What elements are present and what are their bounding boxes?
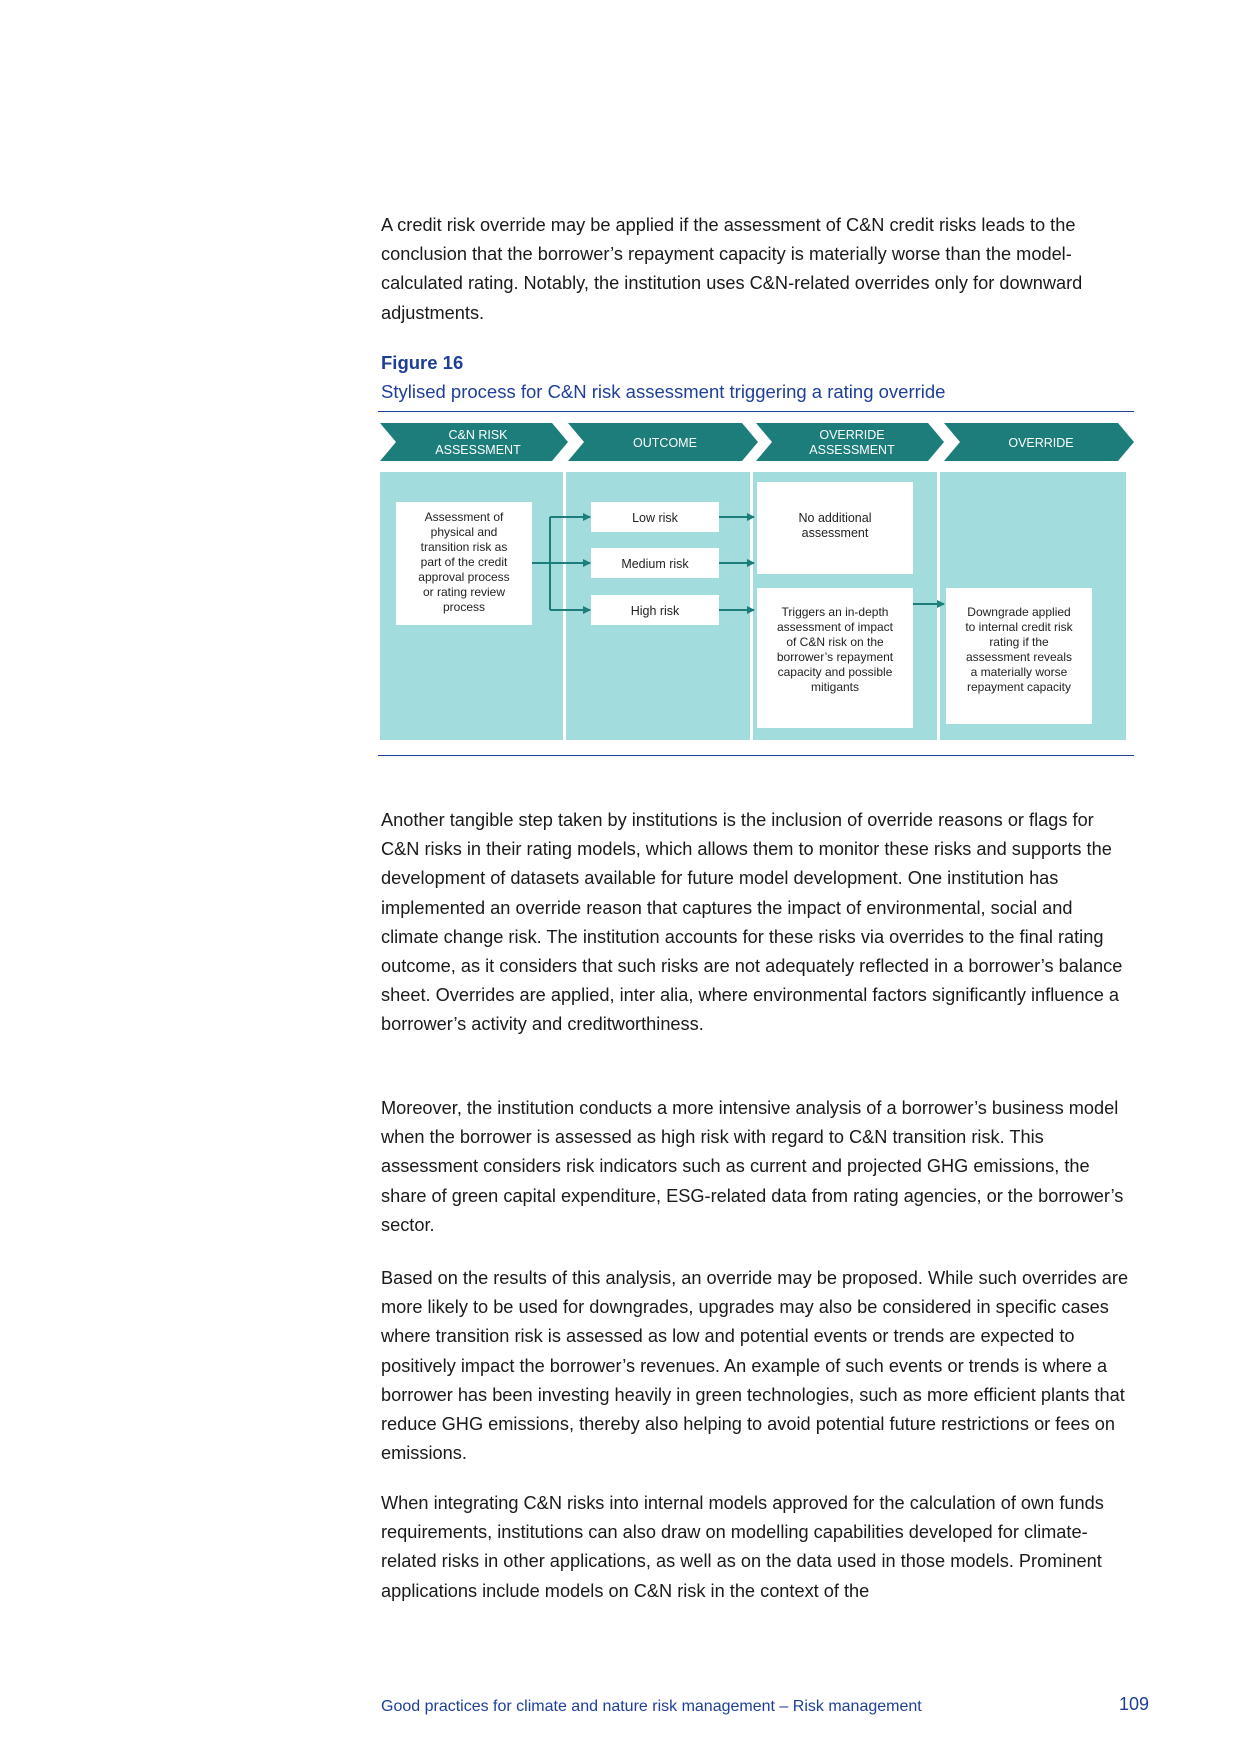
paragraph-override-proposed: Based on the results of this analysis, an override may be proposed. While such overrides are more likely to be used for downgrades, upgrades may also be considered in specific cases where transition risk is assessed as low and potential events or trends are expected to positively impact the borrower’s revenues. An example of such events or trends is where a borrower has been investing heavily in green technologies, such as more efficient plants that reduce GHG emissions, thereby also helping to avoid potential future restrictions or fees on emissions. <box>381 1268 1129 1464</box>
header-3-line1: OVERRIDE <box>819 428 885 442</box>
assessment-line-4: part of the credit <box>420 555 508 569</box>
assessment-line-7: process <box>442 600 486 614</box>
outcome-medium-label: Medium risk <box>621 557 689 571</box>
header-1-line2: ASSESSMENT <box>435 443 521 457</box>
page-number: 109 <box>1118 1694 1149 1714</box>
figure-bottom-rule <box>378 755 1134 756</box>
triggers-line-6: mitigants <box>810 680 860 694</box>
paragraph-override-reasons: Another tangible step taken by institutions is the inclusion of override reasons or flags for C&N risks in their rating models, which allows them to monitor these risks and supports the development of datasets available for future model development. One institution has implemented an override reason that captures the impact of environmental, social and climate change risk. The institution accounts for these risks via overrides to the final rating outcome, as it considers that such risks are not adequately reflected in a borrower’s balance sheet. Overrides are applied, inter alia, where environmental factors significantly influence a borrower’s activity and creditworthiness. <box>381 810 1123 1035</box>
header-1-line1: C&N RISK <box>448 428 508 442</box>
no-additional-line-1: No additional <box>798 511 872 525</box>
triggers-line-1: Triggers an in-depth <box>781 605 889 619</box>
assessment-line-3: transition risk as <box>420 540 508 554</box>
triggers-line-5: capacity and possible <box>777 665 893 679</box>
footer-title: Good practices for climate and nature risk management – Risk management <box>381 1698 922 1715</box>
assessment-line-5: approval process <box>418 570 510 584</box>
outcome-low-label: Low risk <box>632 511 678 525</box>
header-3-line2: ASSESSMENT <box>809 443 895 457</box>
downgrade-line-3: rating if the <box>989 635 1049 649</box>
process-diagram <box>378 420 1138 750</box>
paragraph-intensive-analysis: Moreover, the institution conducts a more intensive analysis of a borrower’s business model when the borrower is assessed as high risk with regard to C&N transition risk. This assessment considers risk indicators such as current and projected GHG emissions, the share of green capital expenditure, ESG-related data from rating agencies, or the borrower’s sector. <box>381 1098 1124 1235</box>
assessment-line-6: or rating review <box>422 585 506 599</box>
triggers-line-3: of C&N risk on the <box>786 635 884 649</box>
assessment-line-2: physical and <box>430 525 498 539</box>
outcome-high-label: High risk <box>630 604 680 618</box>
figure-top-rule <box>378 411 1134 412</box>
figure-label: Figure 16 <box>381 352 464 373</box>
downgrade-line-5: a materially worse <box>970 665 1068 679</box>
downgrade-line-6: repayment capacity <box>966 680 1072 694</box>
triggers-line-4: borrower’s repayment <box>776 650 894 664</box>
paragraph-internal-models: When integrating C&N risks into internal models approved for the calculation of own funds requirements, institutions can also draw on modelling capabilities developed for climate-related risks in other applications, as well as on the data used in those models. Prominent applications include models on C&N risk in the context of the <box>381 1493 1104 1601</box>
assessment-line-1: Assessment of <box>424 510 504 524</box>
header-4: OVERRIDE <box>1008 436 1074 450</box>
header-2: OUTCOME <box>633 436 697 450</box>
paragraph-override-intro: A credit risk override may be applied if the assessment of C&N credit risks leads to the conclusion that the borrower’s repayment capacity is materially worse than the model-calculated rating. Notably, the institution uses C&N-related overrides only for downward adjustments. <box>381 215 1083 323</box>
figure-title: Stylised process for C&N risk assessment triggering a rating override <box>381 381 946 402</box>
no-additional-line-2: assessment <box>801 526 869 540</box>
triggers-line-2: assessment of impact <box>776 620 894 634</box>
downgrade-line-1: Downgrade applied <box>967 605 1071 619</box>
downgrade-line-4: assessment reveals <box>965 650 1073 664</box>
downgrade-line-2: to internal credit risk <box>965 620 1073 634</box>
